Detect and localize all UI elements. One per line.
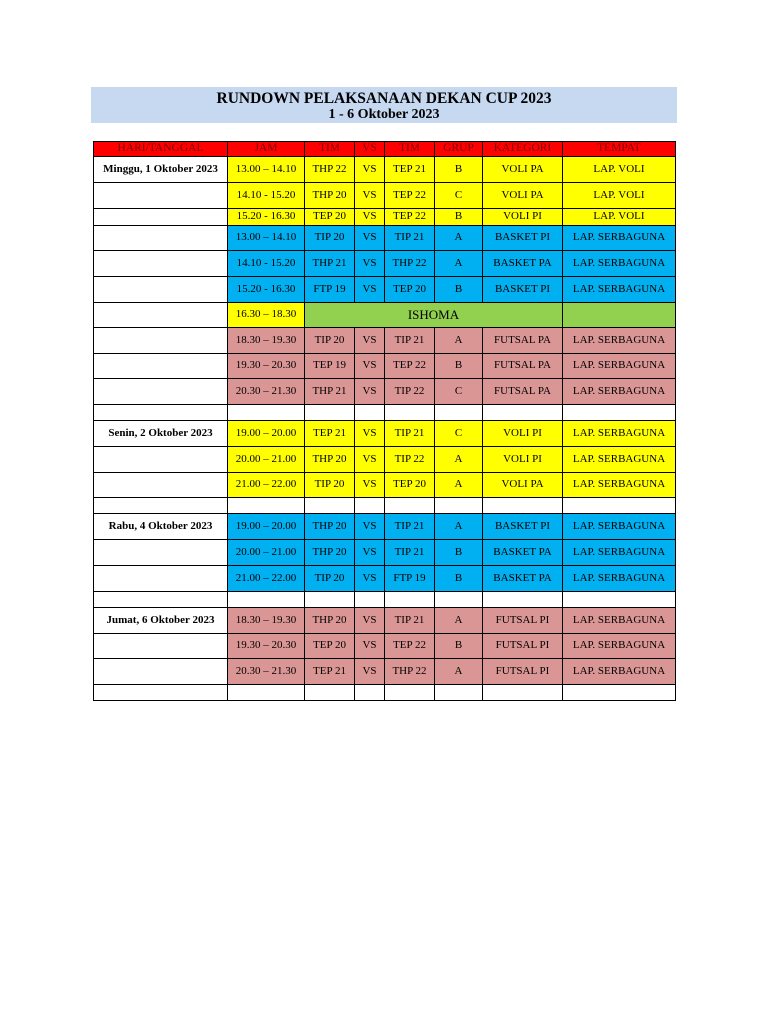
team-2-cell: TEP 22: [385, 354, 435, 379]
team-2-cell: TEP 20: [385, 473, 435, 498]
category-cell: BASKET PI: [483, 277, 563, 303]
team-1-cell: THP 21: [305, 251, 355, 277]
table-row: [94, 354, 676, 379]
empty-cell: [483, 592, 563, 608]
empty-cell: [355, 685, 385, 701]
group-cell: B: [435, 209, 483, 226]
empty-cell: [385, 498, 435, 514]
empty-cell: [94, 498, 228, 514]
vs-cell: VS: [355, 328, 385, 354]
category-cell: VOLI PA: [483, 183, 563, 209]
empty-cell: [94, 592, 228, 608]
break-label: ISHOMA: [305, 303, 563, 328]
vs-cell: VS: [355, 447, 385, 473]
empty-cell: [563, 405, 676, 421]
time-cell: 19.00 – 20.00: [228, 421, 305, 447]
group-cell: B: [435, 540, 483, 566]
day-cell: [94, 226, 228, 251]
category-cell: FUTSAL PI: [483, 608, 563, 634]
table-row: [94, 540, 676, 566]
category-cell: VOLI PA: [483, 473, 563, 498]
table-row: [94, 157, 676, 183]
category-cell: VOLI PA: [483, 157, 563, 183]
group-cell: A: [435, 328, 483, 354]
header-kategori: KATEGORI: [483, 142, 563, 157]
team-1-cell: TIP 20: [305, 328, 355, 354]
team-2-cell: TEP 20: [385, 277, 435, 303]
day-cell: [94, 634, 228, 659]
category-cell: BASKET PA: [483, 540, 563, 566]
time-cell: 18.30 – 19.30: [228, 608, 305, 634]
category-cell: BASKET PI: [483, 514, 563, 540]
venue-cell: LAP. SERBAGUNA: [563, 634, 676, 659]
empty-cell: [228, 592, 305, 608]
header-grup: GRUP: [435, 142, 483, 157]
group-cell: B: [435, 277, 483, 303]
team-2-cell: TIP 21: [385, 608, 435, 634]
team-1-cell: THP 22: [305, 157, 355, 183]
day-cell: Jumat, 6 Oktober 2023: [94, 608, 228, 634]
day-cell: [94, 540, 228, 566]
header-tim-1: TIM: [305, 142, 355, 157]
day-cell: [94, 183, 228, 209]
group-cell: A: [435, 447, 483, 473]
team-2-cell: THP 22: [385, 251, 435, 277]
group-cell: A: [435, 473, 483, 498]
empty-cell: [355, 498, 385, 514]
rundown-table: [93, 141, 676, 701]
category-cell: VOLI PI: [483, 209, 563, 226]
break-place-cell: [563, 303, 676, 328]
team-2-cell: TEP 22: [385, 209, 435, 226]
team-1-cell: TEP 21: [305, 659, 355, 685]
category-cell: FUTSAL PA: [483, 354, 563, 379]
vs-cell: VS: [355, 473, 385, 498]
group-cell: B: [435, 634, 483, 659]
team-1-cell: TEP 20: [305, 634, 355, 659]
day-cell: [94, 379, 228, 405]
time-cell: 21.00 – 22.00: [228, 473, 305, 498]
team-1-cell: THP 20: [305, 447, 355, 473]
team-1-cell: THP 20: [305, 540, 355, 566]
team-1-cell: TEP 19: [305, 354, 355, 379]
spacer-row: [94, 685, 676, 701]
time-cell: 19.00 – 20.00: [228, 514, 305, 540]
document-subtitle: 1 - 6 Oktober 2023: [328, 107, 440, 122]
group-cell: A: [435, 251, 483, 277]
team-2-cell: TIP 22: [385, 447, 435, 473]
team-1-cell: THP 20: [305, 608, 355, 634]
empty-cell: [94, 405, 228, 421]
table-row: [94, 226, 676, 251]
day-cell: [94, 659, 228, 685]
team-2-cell: TIP 22: [385, 379, 435, 405]
table-row: [94, 566, 676, 592]
team-2-cell: THP 22: [385, 659, 435, 685]
table-body: [94, 157, 676, 701]
table-row: [94, 328, 676, 354]
table-row: [94, 659, 676, 685]
vs-cell: VS: [355, 183, 385, 209]
category-cell: FUTSAL PI: [483, 634, 563, 659]
time-cell: 13.00 – 14.10: [228, 157, 305, 183]
team-1-cell: THP 20: [305, 514, 355, 540]
group-cell: A: [435, 226, 483, 251]
group-cell: A: [435, 659, 483, 685]
document-title: RUNDOWN PELAKSANAAN DEKAN CUP 2023: [216, 90, 552, 107]
venue-cell: LAP. SERBAGUNA: [563, 608, 676, 634]
vs-cell: VS: [355, 659, 385, 685]
empty-cell: [563, 685, 676, 701]
empty-cell: [305, 685, 355, 701]
team-2-cell: TEP 21: [385, 157, 435, 183]
venue-cell: LAP. SERBAGUNA: [563, 226, 676, 251]
day-cell: [94, 447, 228, 473]
venue-cell: LAP. SERBAGUNA: [563, 354, 676, 379]
group-cell: C: [435, 183, 483, 209]
spacer-row: [94, 498, 676, 514]
header-hari-tanggal: HARI/TANGGAL: [94, 142, 228, 157]
team-2-cell: TIP 21: [385, 514, 435, 540]
header-vs: VS: [355, 142, 385, 157]
group-cell: A: [435, 608, 483, 634]
time-cell: 15.20 - 16.30: [228, 209, 305, 226]
empty-cell: [355, 405, 385, 421]
empty-cell: [305, 405, 355, 421]
category-cell: VOLI PI: [483, 421, 563, 447]
day-cell: [94, 251, 228, 277]
header-jam: JAM: [228, 142, 305, 157]
venue-cell: LAP. SERBAGUNA: [563, 379, 676, 405]
group-cell: C: [435, 421, 483, 447]
spacer-row: [94, 592, 676, 608]
team-1-cell: TIP 20: [305, 566, 355, 592]
team-2-cell: TIP 21: [385, 540, 435, 566]
venue-cell: LAP. SERBAGUNA: [563, 566, 676, 592]
venue-cell: LAP. VOLI: [563, 183, 676, 209]
empty-cell: [228, 498, 305, 514]
day-cell: Senin, 2 Oktober 2023: [94, 421, 228, 447]
venue-cell: LAP. SERBAGUNA: [563, 473, 676, 498]
day-cell: [94, 354, 228, 379]
venue-cell: LAP. SERBAGUNA: [563, 540, 676, 566]
venue-cell: LAP. VOLI: [563, 209, 676, 226]
group-cell: C: [435, 379, 483, 405]
day-cell: Rabu, 4 Oktober 2023: [94, 514, 228, 540]
category-cell: VOLI PI: [483, 447, 563, 473]
spacer-row: [94, 405, 676, 421]
empty-cell: [483, 405, 563, 421]
venue-cell: LAP. VOLI: [563, 157, 676, 183]
category-cell: BASKET PI: [483, 226, 563, 251]
team-2-cell: TEP 22: [385, 634, 435, 659]
team-1-cell: TEP 21: [305, 421, 355, 447]
team-2-cell: TIP 21: [385, 226, 435, 251]
vs-cell: VS: [355, 209, 385, 226]
table-row: [94, 379, 676, 405]
table-row: [94, 447, 676, 473]
category-cell: BASKET PA: [483, 251, 563, 277]
vs-cell: VS: [355, 566, 385, 592]
time-cell: 20.30 – 21.30: [228, 659, 305, 685]
vs-cell: VS: [355, 634, 385, 659]
team-1-cell: THP 20: [305, 183, 355, 209]
table-row: [94, 421, 676, 447]
table-row: [94, 634, 676, 659]
team-1-cell: THP 21: [305, 379, 355, 405]
team-2-cell: FTP 19: [385, 566, 435, 592]
empty-cell: [563, 592, 676, 608]
team-1-cell: TIP 20: [305, 226, 355, 251]
time-cell: 20.30 – 21.30: [228, 379, 305, 405]
group-cell: B: [435, 354, 483, 379]
table-row: [94, 277, 676, 303]
day-cell: [94, 303, 228, 328]
empty-cell: [385, 592, 435, 608]
vs-cell: VS: [355, 608, 385, 634]
vs-cell: VS: [355, 277, 385, 303]
empty-cell: [563, 498, 676, 514]
header-tim-2: TIM: [385, 142, 435, 157]
table-row: [94, 251, 676, 277]
vs-cell: VS: [355, 379, 385, 405]
venue-cell: LAP. SERBAGUNA: [563, 421, 676, 447]
empty-cell: [305, 498, 355, 514]
team-1-cell: TEP 20: [305, 209, 355, 226]
empty-cell: [385, 685, 435, 701]
table-row: [94, 473, 676, 498]
vs-cell: VS: [355, 354, 385, 379]
empty-cell: [94, 685, 228, 701]
time-cell: 20.00 – 21.00: [228, 447, 305, 473]
time-cell: 18.30 – 19.30: [228, 328, 305, 354]
vs-cell: VS: [355, 540, 385, 566]
group-cell: A: [435, 514, 483, 540]
day-cell: Minggu, 1 Oktober 2023: [94, 157, 228, 183]
empty-cell: [435, 592, 483, 608]
empty-cell: [305, 592, 355, 608]
empty-cell: [228, 685, 305, 701]
day-cell: [94, 473, 228, 498]
table-row: [94, 608, 676, 634]
empty-cell: [228, 405, 305, 421]
venue-cell: LAP. SERBAGUNA: [563, 251, 676, 277]
header-row: [94, 142, 676, 157]
team-2-cell: TIP 21: [385, 421, 435, 447]
team-2-cell: TIP 21: [385, 328, 435, 354]
time-cell: 13.00 – 14.10: [228, 226, 305, 251]
time-cell: 21.00 – 22.00: [228, 566, 305, 592]
day-cell: [94, 277, 228, 303]
category-cell: FUTSAL PA: [483, 379, 563, 405]
time-cell: 15.20 - 16.30: [228, 277, 305, 303]
header-tempat: TEMPAT: [563, 142, 676, 157]
team-1-cell: TIP 20: [305, 473, 355, 498]
day-cell: [94, 566, 228, 592]
title-banner: [91, 87, 677, 123]
empty-cell: [355, 592, 385, 608]
vs-cell: VS: [355, 157, 385, 183]
empty-cell: [385, 405, 435, 421]
day-cell: [94, 209, 228, 226]
category-cell: FUTSAL PA: [483, 328, 563, 354]
time-cell: 14.10 - 15.20: [228, 183, 305, 209]
empty-cell: [435, 405, 483, 421]
category-cell: FUTSAL PI: [483, 659, 563, 685]
vs-cell: VS: [355, 514, 385, 540]
vs-cell: VS: [355, 421, 385, 447]
empty-cell: [483, 498, 563, 514]
table-row: [94, 209, 676, 226]
team-2-cell: TEP 22: [385, 183, 435, 209]
empty-cell: [435, 685, 483, 701]
empty-cell: [483, 685, 563, 701]
table-row: [94, 514, 676, 540]
empty-cell: [435, 498, 483, 514]
venue-cell: LAP. SERBAGUNA: [563, 277, 676, 303]
time-cell: 19.30 – 20.30: [228, 354, 305, 379]
vs-cell: VS: [355, 226, 385, 251]
group-cell: B: [435, 566, 483, 592]
vs-cell: VS: [355, 251, 385, 277]
time-cell: 16.30 – 18.30: [228, 303, 305, 328]
category-cell: BASKET PA: [483, 566, 563, 592]
venue-cell: LAP. SERBAGUNA: [563, 447, 676, 473]
table-row: [94, 183, 676, 209]
time-cell: 19.30 – 20.30: [228, 634, 305, 659]
time-cell: 14.10 - 15.20: [228, 251, 305, 277]
group-cell: B: [435, 157, 483, 183]
time-cell: 20.00 – 21.00: [228, 540, 305, 566]
venue-cell: LAP. SERBAGUNA: [563, 514, 676, 540]
break-row: [94, 303, 676, 328]
venue-cell: LAP. SERBAGUNA: [563, 659, 676, 685]
venue-cell: LAP. SERBAGUNA: [563, 328, 676, 354]
team-1-cell: FTP 19: [305, 277, 355, 303]
day-cell: [94, 328, 228, 354]
